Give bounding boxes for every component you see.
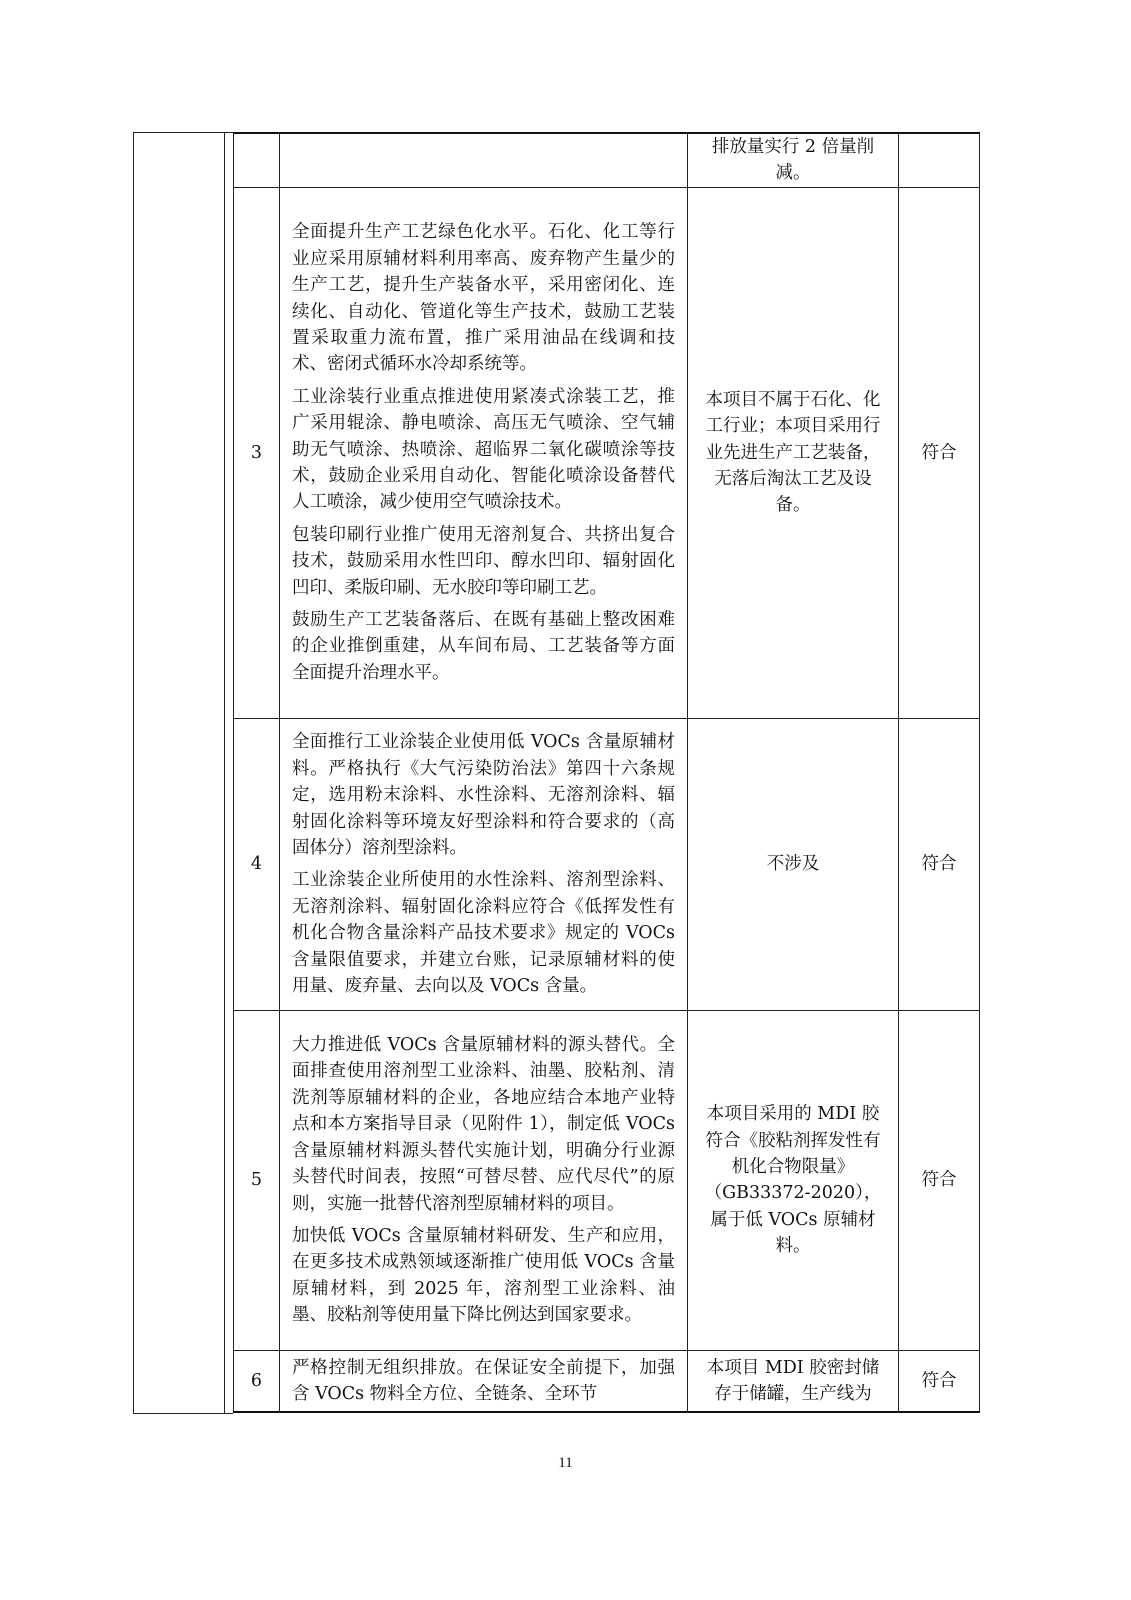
result-cell: 符合	[899, 718, 980, 1010]
requirement-cell	[280, 187, 688, 718]
compliance-table	[233, 132, 980, 1413]
row-number: 3	[234, 187, 280, 718]
result-cell: 符合	[899, 187, 980, 718]
table-row	[234, 1010, 980, 1350]
page-number: 11	[558, 1455, 573, 1471]
result-cell	[899, 133, 980, 187]
requirement-cell	[280, 133, 688, 187]
situation-cell: 本项目 MDI 胶密封储存于储罐，生产线为	[688, 1350, 899, 1412]
table-row	[234, 187, 980, 718]
requirement-paragraph: 加快低 VOCs 含量原辅材料研发、生产和应用，在更多技术成熟领域逐渐推广使用低 VOCs 含量原辅材料，到 2025 年，溶剂型工业涂料、油墨、胶粘剂等使用量下降比例达到国家要求。	[292, 1225, 675, 1326]
row-number	[234, 133, 280, 187]
outer-frame-top	[133, 132, 233, 133]
table-row	[234, 1350, 980, 1412]
result-cell: 符合	[899, 1350, 980, 1412]
requirement-paragraph: 工业涂装企业所使用的水性涂料、溶剂型涂料、无溶剂涂料、辐射固化涂料应符合《低挥发性有机化合物含量涂料产品技术要求》规定的 VOCs 含量限值要求，并建立台账，记录原辅材料的使用量、废弃量、去向以及 VOCs 含量。	[292, 870, 675, 996]
situation-cell: 排放量实行 2 倍量削减。	[688, 133, 899, 187]
requirement-cell	[280, 718, 688, 1010]
situation-cell: 不涉及	[688, 718, 899, 1010]
row-number: 5	[234, 1010, 280, 1350]
requirement-paragraph: 包装印刷行业推广使用无溶剂复合、共挤出复合技术，鼓励采用水性凹印、醇水凹印、辐射固化凹印、柔版印刷、无水胶印等印刷工艺。	[292, 524, 675, 598]
requirement-paragraph: 严格控制无组织排放。在保证安全前提下，加强含 VOCs 物料全方位、全链条、全环节	[292, 1357, 675, 1405]
requirement-paragraph: 全面提升生产工艺绿色化水平。石化、化工等行业应采用原辅材料利用率高、废弃物产生量少的生产工艺，提升生产装备水平，采用密闭化、连续化、自动化、管道化等生产技术，鼓励工艺装置采取重力流布置，推广采用油品在线调和技术、密闭式循环水冷却系统等。	[292, 222, 675, 375]
table-row	[234, 718, 980, 1010]
outer-frame-bottom	[133, 1413, 233, 1414]
result-cell: 符合	[899, 1010, 980, 1350]
inner-column-border	[224, 132, 225, 1414]
row-number: 4	[234, 718, 280, 1010]
table-row	[234, 133, 980, 187]
situation-cell: 本项目采用的 MDI 胶符合《胶粘剂挥发性有机化合物限量》（GB33372-2020），属于低 VOCs 原辅材料。	[688, 1010, 899, 1350]
requirement-paragraph: 大力推进低 VOCs 含量原辅材料的源头替代。全面排查使用溶剂型工业涂料、油墨、胶粘剂、清洗剂等原辅材料的企业，各地应结合本地产业特点和本方案指导目录（见附件 1），制定低 VOCs 含量原辅材料源头替代实施计划，明确分行业源头替代时间表，按照“可替尽替、应代尽代”的原则，实施一批替代溶剂型原辅材料的项目。	[292, 1035, 675, 1214]
requirement-paragraph: 全面推行工业涂装企业使用低 VOCs 含量原辅材料。严格执行《大气污染防治法》第四十六条规定，选用粉末涂料、水性涂料、无溶剂涂料、辐射固化涂料等环境友好型涂料和符合要求的（高固体分）溶剂型涂料。	[292, 732, 675, 858]
requirement-cell	[280, 1010, 688, 1350]
situation-cell: 本项目不属于石化、化工行业；本项目采用行业先进生产工艺装备，无落后淘汰工艺及设备。	[688, 187, 899, 718]
requirement-paragraph: 工业涂装行业重点推进使用紧凑式涂装工艺，推广采用辊涂、静电喷涂、高压无气喷涂、空气辅助无气喷涂、热喷涂、超临界二氧化碳喷涂等技术，鼓励企业采用自动化、智能化喷涂设备替代人工喷涂，减少使用空气喷涂技术。	[292, 386, 675, 513]
outer-frame-left	[133, 132, 134, 1414]
requirement-cell	[280, 1350, 688, 1412]
requirement-paragraph: 鼓励生产工艺装备落后、在既有基础上整改困难的企业推倒重建，从车间布局、工艺装备等方面全面提升治理水平。	[292, 610, 675, 683]
row-number: 6	[234, 1350, 280, 1412]
